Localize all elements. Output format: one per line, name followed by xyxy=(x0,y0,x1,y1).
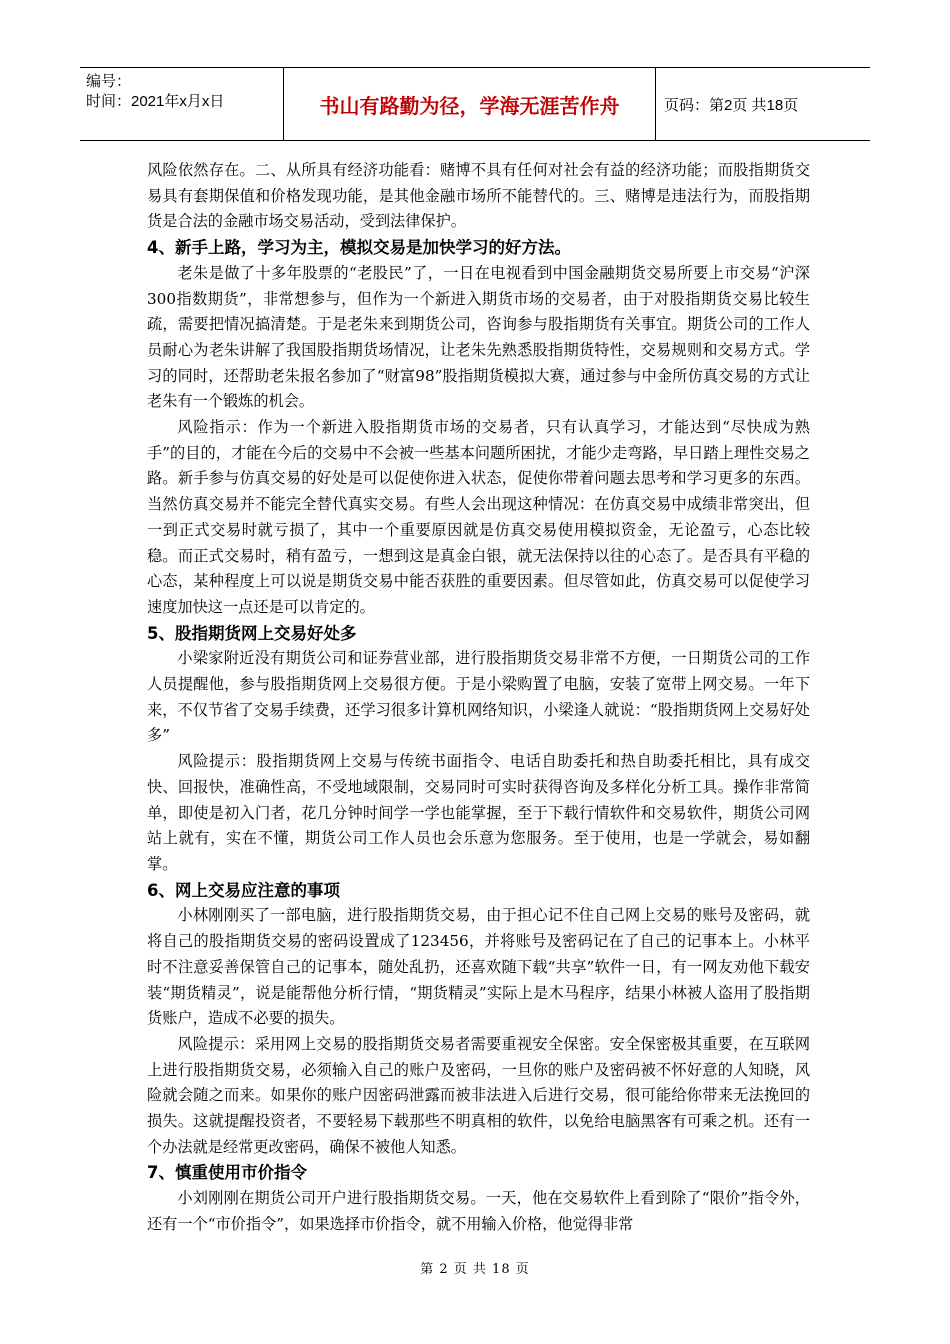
section-heading: 6、网上交易应注意的事项 xyxy=(147,880,340,900)
paragraph: 风险指示：作为一个新进入股指期货市场的交易者，只有认真学习，才能达到“尽快成为熟手”的目的，才能在今后的交易中不会被一些基本问题所困扰，才能少走弯路，早日踏上理性交易之路。新手参与仿真交易的好处是可以促使你进入状态，促使你带着问题去思考和学习更多的东西。当然仿真交易并不能完全替代真实交易。有些人会出现这种情况：在仿真交易中成绩非常突出，但一到正式交易时就亏损了，其中一个重要原因就是仿真交易使用模拟资金，无论盈亏，心态比较稳。而正式交易时，稍有盈亏，一想到这是真金白银，就无法保持以往的心态了。是否具有平稳的心态，某种程度上可以说是期货交易中能否获胜的重要因素。但尽管如此，仿真交易可以促使学习速度加快这一点还是可以肯定的。 xyxy=(147,418,810,616)
time-label: 时间：2021年x月x日 xyxy=(86,93,225,110)
paragraph: 风险提示：股指期货网上交易与传统书面指令、电话自助委托和热自助委托相比，具有成交快、回报快，准确性高，不受地域限制，交易同时可实时获得咨询及多样化分析工具。操作非常简单，即使是初入门者，花几分钟时间学一学也能掌握，至于下载行情软件和交易软件，期货公司网站上就有，实在不懂，期货公司工作人员也会乐意为您服务。至于使用，也是一学就会，易如翻掌。 xyxy=(147,752,810,873)
section-heading: 4、新手上路，学习为主，模拟交易是加快学习的好方法。 xyxy=(147,238,571,258)
paragraph: 小刘刚刚在期货公司开户进行股指期货交易。一天，他在交易软件上看到除了“限价”指令外，还有一个“市价指令”，如果选择市价指令，就不用输入价格，他觉得非常 xyxy=(147,1189,810,1233)
paragraph: 风险提示：采用网上交易的股指期货交易者需要重视安全保密。安全保密极其重要，在互联网上进行股指期货交易，必须输入自己的账户及密码，一旦你的账户及密码被不怀好意的人知晓，风险就会随之而来。如果你的账户因密码泄露而被非法进入后进行交易，很可能给你带来无法挽回的损失。这就提醒投资者，不要轻易下载那些不明真相的软件，以免给电脑黑客有可乘之机。还有一个办法就是经常更改密码，确保不被他人知悉。 xyxy=(147,1034,810,1156)
paragraph: 风险依然存在。二、从所具有经济功能看：赌博不具有任何对社会有益的经济功能；而股指期货交易具有套期保值和价格发现功能，是其他金融市场所不能替代的。三、赌博是违法行为，而股指期货是合法的金融市场交易活动，受到法律保护。 xyxy=(147,161,810,231)
section-heading: 7、慎重使用市价指令 xyxy=(147,1163,307,1183)
paragraph: 小梁家附近没有期货公司和证券营业部，进行股指期货交易非常不方便，一日期货公司的工作人员提醒他，参与股指期货网上交易很方便。于是小梁购置了电脑，安装了宽带上网交易。一年下来，不仅节省了交易手续费，还学习很多计算机网络知识，小梁逢人就说：“股指期货网上交易好处多” xyxy=(147,649,810,745)
page-footer: 第 2 页 共 18 页 xyxy=(420,1262,530,1277)
page-header xyxy=(80,67,870,141)
document-body xyxy=(147,158,810,1238)
header-meta xyxy=(80,68,284,140)
paragraph: 小林刚刚买了一部电脑，进行股指期货交易，由于担心记不住自己网上交易的账号及密码，就将自己的股指期货交易的密码设置成了123456，并将账号及密码记在了自己的记事本上。小林平时不注意妥善保管自己的记事本，随处乱扔，还喜欢随下载“共享”软件一日，有一网友劝他下载安装“期货精灵”，说是能帮他分析行情，“期货精灵”实际上是木马程序，结果小林被人盗用了股指期货账户，造成不必要的损失。 xyxy=(147,906,810,1028)
number-label: 编号： xyxy=(86,73,132,90)
header-motto: 书山有路勤为径，学海无涯苦作舟 xyxy=(284,68,656,140)
header-page-label: 页码：第2页 共18页 xyxy=(664,96,799,114)
paragraph: 老朱是做了十多年股票的“老股民”了，一日在电视看到中国金融期货交易所要上市交易“沪深300指数期货”，非常想参与，但作为一个新进入期货市场的交易者，由于对股指期货交易比较生疏，需要把情况搞清楚。于是老朱来到期货公司，咨询参与股指期货有关事宜。期货公司的工作人员耐心为老朱讲解了我国股指期货场情况，让老朱先熟悉股指期货特性，交易规则和交易方式。学习的同时，还帮助老朱报名参加了“财富98”股指期货模拟大赛，通过参与中金所仿真交易的方式让老朱有一个锻炼的机会。 xyxy=(147,263,810,411)
section-heading: 5、股指期货网上交易好处多 xyxy=(147,623,357,643)
